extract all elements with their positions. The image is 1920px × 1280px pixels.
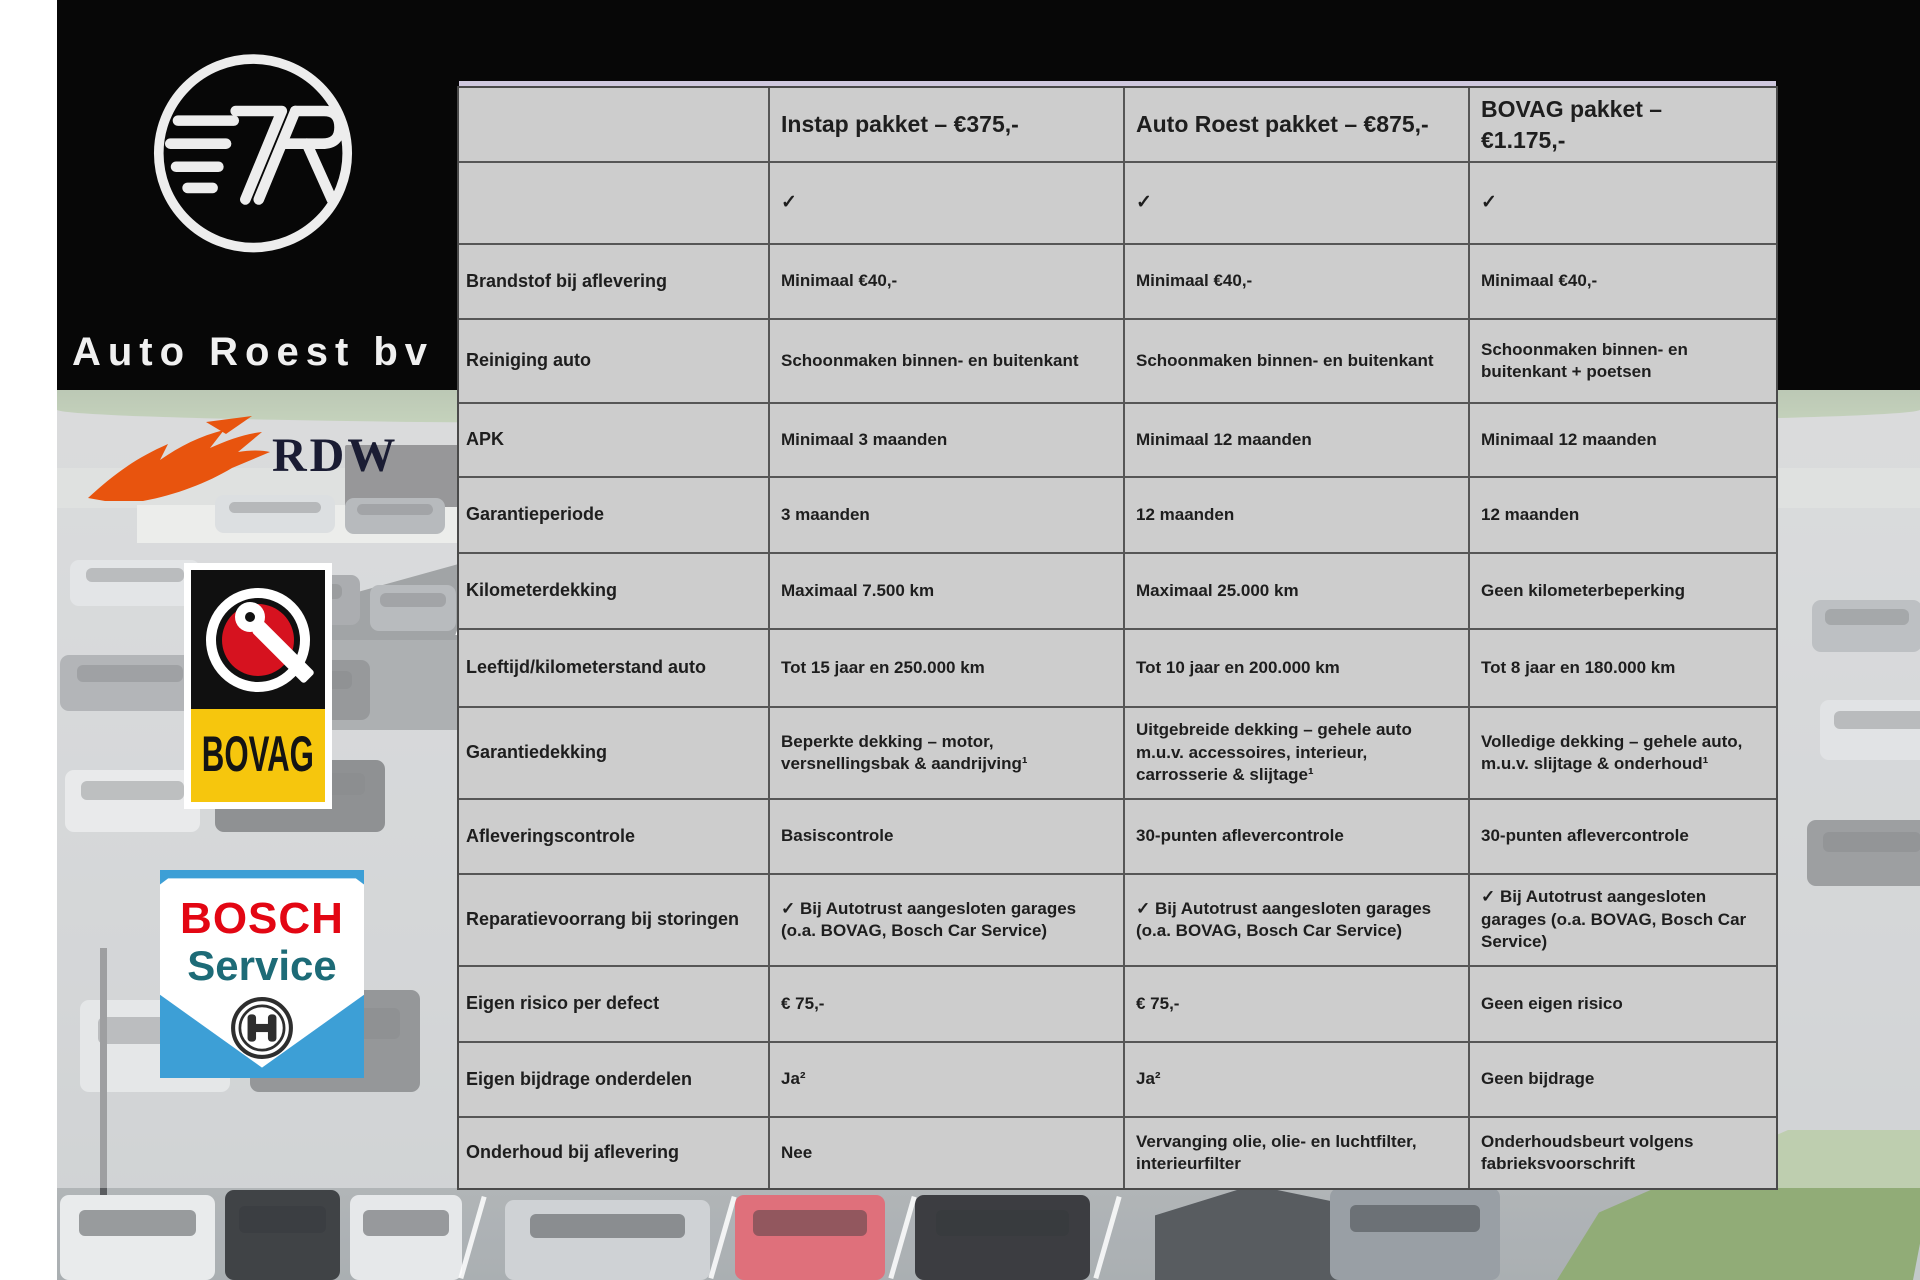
- cell-value: Minimaal €40,-: [1470, 245, 1776, 320]
- cell-value: Tot 15 jaar en 250.000 km: [770, 630, 1125, 708]
- cell-value: Minimaal €40,-: [1125, 245, 1470, 320]
- cell-value: Minimaal 12 maanden: [1125, 404, 1470, 478]
- bosch-wordmark: BOSCH: [180, 894, 344, 943]
- cell-value: € 75,-: [1125, 967, 1470, 1043]
- bovag-logo: [184, 563, 332, 809]
- row-label: Reiniging auto: [459, 320, 770, 404]
- cell-value: Vervanging olie, olie- en luchtfilter, interieurfilter: [1125, 1118, 1470, 1188]
- included-checkmark: ✓: [770, 163, 1125, 245]
- cell-value: Minimaal 12 maanden: [1470, 404, 1776, 478]
- cell-value: 3 maanden: [770, 478, 1125, 554]
- bosch-armature-icon: [228, 994, 296, 1067]
- auto-roest-logo-icon: [128, 36, 378, 291]
- cell-value: 12 maanden: [1125, 478, 1470, 554]
- row-label: Eigen risico per defect: [459, 967, 770, 1043]
- cell-value: Volledige dekking – gehele auto, m.u.v. slijtage & onderhoud¹: [1470, 708, 1776, 800]
- cell-value: Schoonmaken binnen- en buitenkant: [1125, 320, 1470, 404]
- row-label: APK: [459, 404, 770, 478]
- cell-value: Tot 8 jaar en 180.000 km: [1470, 630, 1776, 708]
- cell-value: Beperkte dekking – motor, versnellingsbak & aandrijving¹: [770, 708, 1125, 800]
- cell-value: € 75,-: [770, 967, 1125, 1043]
- cell-value: Uitgebreide dekking – gehele auto m.u.v. accessoires, interieur, carrosserie & slijtage¹: [1125, 708, 1470, 800]
- cell-value: Tot 10 jaar en 200.000 km: [1125, 630, 1470, 708]
- header-empty: [459, 88, 770, 163]
- bosch-service-logo: [160, 870, 364, 1078]
- rdw-flame-icon: [86, 416, 276, 501]
- bosch-service-wordmark: Service: [187, 942, 337, 989]
- bovag-emblem: [191, 570, 325, 709]
- cell-value: ✓ Bij Autotrust aangesloten garages (o.a. BOVAG, Bosch Car Service): [1470, 875, 1776, 967]
- row-label: Afleveringscontrole: [459, 800, 770, 875]
- cell-value: Onderhoudsbeurt volgens fabrieksvoorschrift: [1481, 1131, 1694, 1173]
- row-label: Garantiedekking: [459, 708, 770, 800]
- rdw-logo: [86, 416, 406, 508]
- photo-fade-overlay-bottom: [57, 1188, 1920, 1280]
- included-checkmark: ✓: [1125, 163, 1470, 245]
- cell-value: Geen kilometerbeperking: [1470, 554, 1776, 630]
- cell-value: Nee: [770, 1118, 1125, 1188]
- included-checkmark: ✓: [1470, 163, 1776, 245]
- cell-value: Geen bijdrage: [1470, 1043, 1776, 1118]
- row-label: [459, 163, 770, 245]
- row-label: Leeftijd/kilometerstand auto: [459, 630, 770, 708]
- cell-value: ✓ Bij Autotrust aangesloten garages (o.a. BOVAG, Bosch Car Service): [770, 875, 1125, 967]
- package-header-bovag: BOVAG pakket – €1.175,-: [1470, 88, 1776, 163]
- cell-value: Minimaal €40,-: [770, 245, 1125, 320]
- bovag-wordmark: BOVAG: [201, 727, 315, 783]
- cell-value: Maximaal 7.500 km: [770, 554, 1125, 630]
- cell-value: Schoonmaken binnen- en buitenkant: [770, 320, 1125, 404]
- cell-value: Geen eigen risico: [1470, 967, 1776, 1043]
- cell-value: Maximaal 25.000 km: [1125, 554, 1470, 630]
- cell-value: Ja²: [770, 1043, 1125, 1118]
- bovag-band: [191, 709, 325, 802]
- row-label: Reparatievoorrang bij storingen: [459, 875, 770, 967]
- package-comparison-table: [459, 88, 1776, 1188]
- package-header-instap: Instap pakket – €375,-: [770, 88, 1125, 163]
- cell-value: Ja²: [1125, 1043, 1470, 1118]
- cell-value: 30-punten aflevercontrole: [1470, 800, 1776, 875]
- row-label: Eigen bijdrage onderdelen: [459, 1043, 770, 1118]
- cell-value: Minimaal 3 maanden: [770, 404, 1125, 478]
- row-label: Garantieperiode: [459, 478, 770, 554]
- table-top-accent: [459, 81, 1776, 88]
- package-header-auto-roest: Auto Roest pakket – €875,-: [1125, 88, 1470, 163]
- cell-value: 12 maanden: [1470, 478, 1776, 554]
- cell-value: Basiscontrole: [770, 800, 1125, 875]
- cell-value: ✓ Bij Autotrust aangesloten garages (o.a. BOVAG, Bosch Car Service): [1125, 875, 1470, 967]
- rdw-wordmark: RDW: [272, 429, 399, 482]
- row-label: Brandstof bij aflevering: [459, 245, 770, 320]
- row-label: Kilometerdekking: [459, 554, 770, 630]
- cell-value: 30-punten aflevercontrole: [1125, 800, 1470, 875]
- row-label: Onderhoud bij aflevering: [459, 1118, 770, 1188]
- dealer-name: Auto Roest bv: [71, 330, 435, 374]
- cell-value: Schoonmaken binnen- en buitenkant + poetsen: [1470, 320, 1776, 404]
